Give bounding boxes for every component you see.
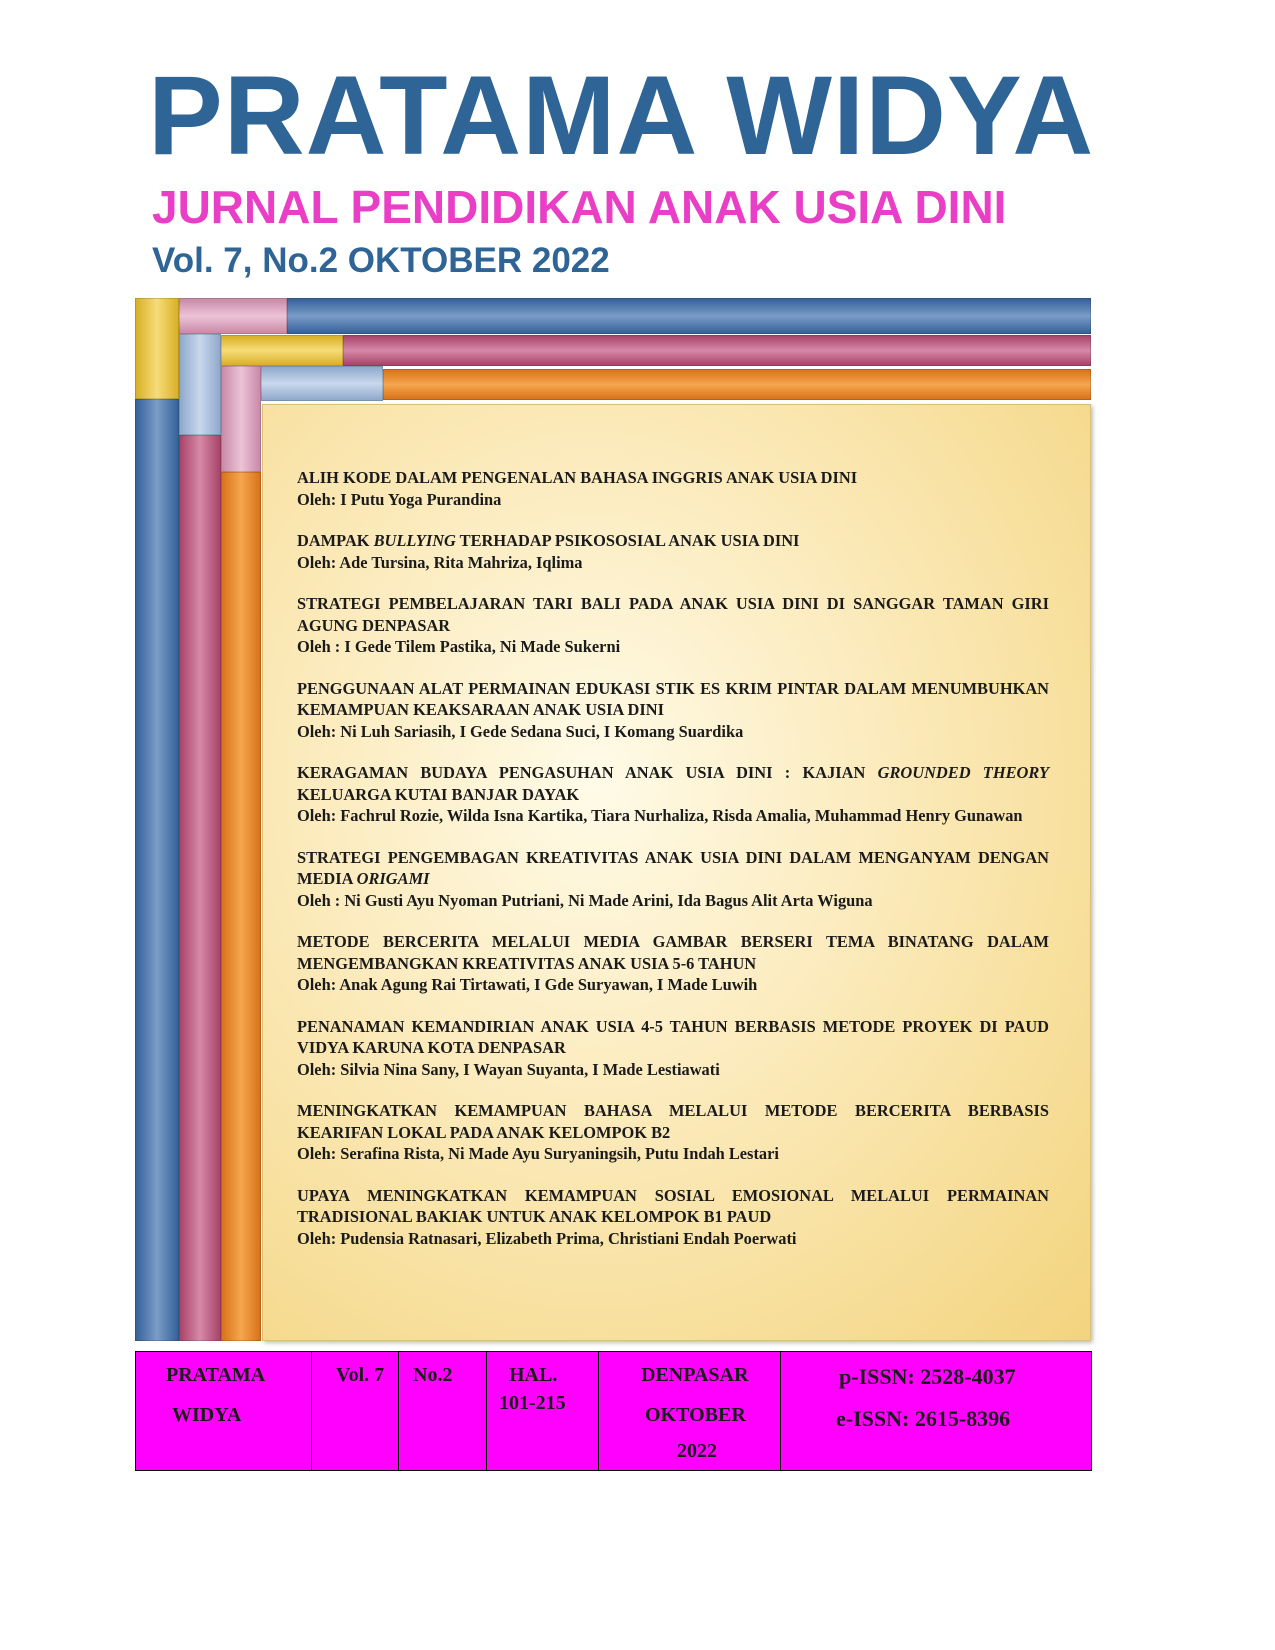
italic-term: ORIGAMI [356,869,430,888]
table-of-contents [297,467,1049,1269]
pages-range: 101-215 [499,1392,566,1414]
article-entry [297,530,1049,573]
horizontal-bar-orange [383,369,1091,400]
corner-block-gold-2 [221,335,343,366]
article-title: UPAYA MENINGKATKAN KEMAMPUAN SOSIAL EMOSIONAL MELALUI PERMAINAN TRADISIONAL BAKIAK UNTUK ANAK KELOMPOK B1 PAUD [297,1185,1049,1226]
corner-block-gold [135,298,179,399]
article-authors: Oleh: Anak Agung Rai Tirtawati, I Gde Suryawan, I Made Luwih [297,975,758,994]
article-authors: Oleh: Pudensia Ratnasari, Elizabeth Prima, Christiani Endah Poerwati [297,1228,797,1248]
contents-panel [262,404,1091,1341]
corner-block-pink-2 [221,366,261,472]
journal-name-cell [136,1352,312,1471]
number-cell [399,1352,487,1471]
article-entry [297,1100,1049,1165]
number-label: No.2 [413,1364,453,1386]
article-authors: Oleh : Ni Gusti Ayu Nyoman Putriani, Ni Made Arini, Ida Bagus Alit Arta Wiguna [297,890,873,910]
article-entry [297,593,1049,658]
article-entry [297,847,1049,912]
volume-label: Vol. 7 [336,1364,385,1386]
issn-cell [781,1352,1092,1471]
corner-block-lightblue-2 [261,366,383,401]
article-authors: Oleh: Serafina Rista, Ni Made Ayu Suryaningsih, Putu Indah Lestari [297,1144,779,1163]
journal-name-line1: PRATAMA [166,1364,266,1386]
vertical-bar-orange [221,472,261,1341]
article-entry [297,1185,1049,1250]
vertical-bar-rose [179,435,221,1341]
article-title: STRATEGI PENGEMBAGAN KREATIVITAS ANAK USIA DINI DALAM MENGANYAM DENGAN MEDIA ORIGAMI [297,847,1049,888]
italic-term: GROUNDED THEORY [877,763,1049,782]
horizontal-bar-rose [343,335,1091,366]
article-authors: Oleh: Silvia Nina Sany, I Wayan Suyanta, I Made Lestiawati [297,1059,720,1079]
p-issn: p-ISSN: 2528-4037 [839,1364,1016,1389]
article-entry [297,467,1049,510]
article-entry [297,678,1049,743]
year-label: 2022 [677,1440,717,1462]
place-date-cell [599,1352,781,1471]
article-title: ALIH KODE DALAM PENGENALAN BAHASA INGGRIS ANAK USIA DINI [297,468,858,487]
pages-cell [487,1352,599,1471]
article-title: PENANAMAN KEMANDIRIAN ANAK USIA 4-5 TAHUN BERBASIS METODE PROYEK DI PAUD VIDYA KARUNA KOTA DENPASAR [297,1016,1049,1057]
article-title: MENINGKATKAN KEMAMPUAN BAHASA MELALUI METODE BERCERITA BERBASIS KEARIFAN LOKAL PADA ANAK KELOMPOK B2 [297,1101,1049,1142]
article-authors: Oleh: I Putu Yoga Purandina [297,489,502,509]
article-entry [297,762,1049,827]
italic-term: BULLYING [373,531,456,550]
article-title: METODE BERCERITA MELALUI MEDIA GAMBAR BERSERI TEMA BINATANG DALAM MENGEMBANGKAN KREATIVITAS ANAK USIA 5-6 TAHUN [297,932,1049,973]
volume-cell [312,1352,399,1471]
article-authors: Oleh: Fachrul Rozie, Wilda Isna Kartika, Tiara Nurhaliza, Risda Amalia, Muhammad Henry Gunawan [297,806,1023,825]
volume-issue: Vol. 7, No.2 OKTOBER 2022 [152,241,610,280]
horizontal-bar-blue [287,298,1091,334]
corner-block-pink [179,298,287,334]
article-title: DAMPAK BULLYING TERHADAP PSIKOSOSIAL ANAK USIA DINI [297,531,800,550]
pages-label: HAL. [509,1364,558,1386]
article-entry [297,931,1049,996]
city-label: DENPASAR [641,1364,749,1386]
article-title: STRATEGI PEMBELAJARAN TARI BALI PADA ANAK USIA DINI DI SANGGAR TAMAN GIRI AGUNG DENPASAR [297,594,1049,635]
article-title: KERAGAMAN BUDAYA PENGASUHAN ANAK USIA DINI : KAJIAN GROUNDED THEORY KELUARGA KUTAI BANJAR DAYAK [297,763,1049,804]
journal-title: PRATAMA WIDYA [148,53,1095,178]
e-issn: e-ISSN: 2615-8396 [836,1406,1011,1431]
article-title: PENGGUNAAN ALAT PERMAINAN EDUKASI STIK ES KRIM PINTAR DALAM MENUMBUHKAN KEMAMPUAN KEAKSARAAN ANAK USIA DINI [297,678,1049,719]
article-entry [297,1016,1049,1081]
article-authors: Oleh: Ade Tursina, Rita Mahriza, Iqlima [297,552,583,572]
journal-name-line2: WIDYA [172,1404,242,1426]
corner-block-lightblue [179,334,221,435]
journal-subtitle: JURNAL PENDIDIKAN ANAK USIA DINI [152,181,1007,233]
publication-info-table [135,1351,1092,1471]
article-authors: Oleh : I Gede Tilem Pastika, Ni Made Sukerni [297,637,621,656]
article-authors: Oleh: Ni Luh Sariasih, I Gede Sedana Suci, I Komang Suardika [297,721,744,741]
vertical-bar-blue [135,399,179,1341]
month-label: OKTOBER [645,1404,746,1426]
